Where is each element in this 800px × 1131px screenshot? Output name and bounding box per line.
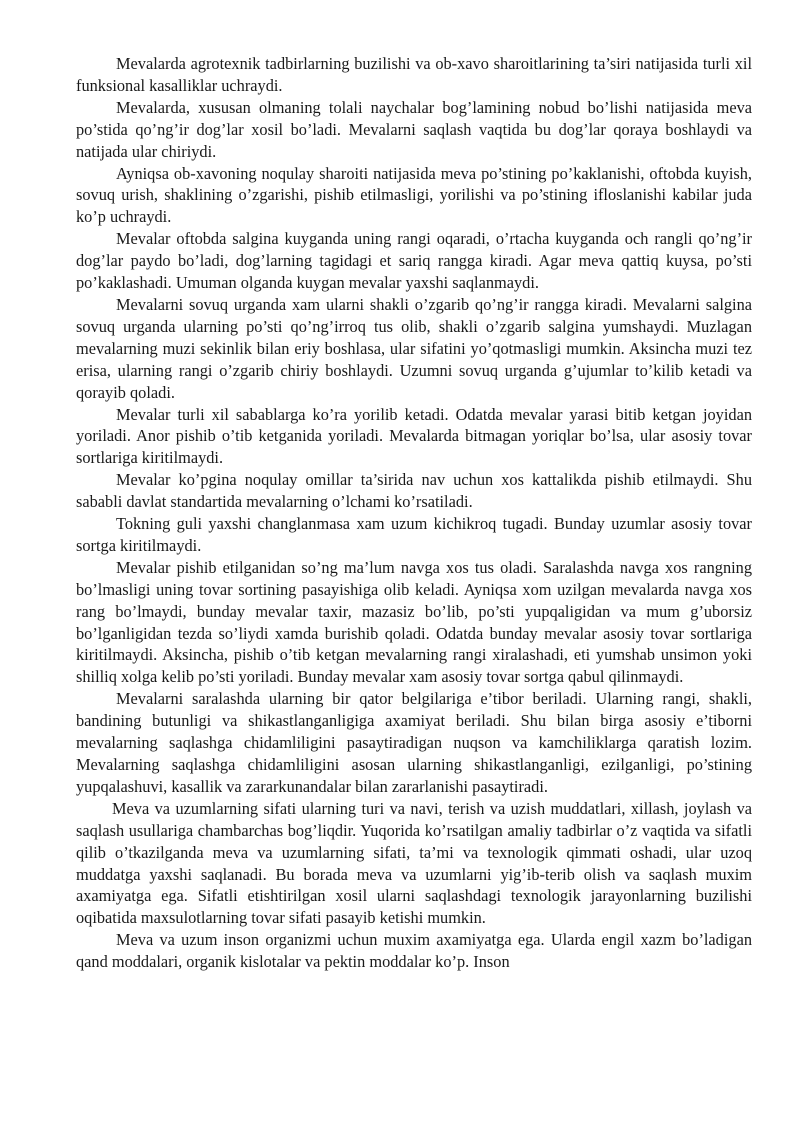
paragraph-quality-factors: Meva va uzumlarning sifati ularning turi va navi, terish va uzish muddatlari, xillash, joylash va saqlash usullariga chambarchas bog’liqdir. Yuqorida ko’rsatilgan amaliy tadbirlar o’z vaqtida va sifatli qilib o’tkazilganda meva va uzumlarning sifati, ta’mi va texnologik qimmati oshadi, ular uzoq muddatga yaxshi saqlanadi. Bu borada meva va uzumlarni yig’ib-terib olish va saqlash muxim axamiyatga ega. Sifatli etishtirilgan xosil ularni saqlashdagi texnologik jarayonlarning buzilishi oqibatida maxsulotlarning tovar sifati pasayib ketishi mumkin. [76, 798, 752, 928]
paragraph-frost-damage: Mevalarni sovuq urganda xam ularni shakli o’zgarib qo’ng’ir rangga kiradi. Mevalarni salgina sovuq urganda ularning po’sti qo’ng’irroq tus olib, shakli o’zgarib salgina yumshaydi. Muzlagan mevalarning muzi sekinlik bilan eriy boshlasa, ular sifatini yo’qotmasligi mumkin. Aksincha muzi tez erisa, ularning rangi o’zgarib chiriy boshlaydi. Uzumni sovuq urganda g’ujumlar to’kilib ketadi va qorayib qoladi. [76, 294, 752, 402]
document-page [76, 53, 752, 973]
paragraph-sorting: Mevalarni saralashda ularning bir qator belgilariga e’tibor beriladi. Ularning rangi, shakli, bandining butunligi va shikastlanganligiga axamiyat beriladi. Shu bilan birga asosiy e’tiborni mevalarning saqlashga chidamliligini pasaytiradigan nuqson va kamchiliklarga qaratish lozim. Mevalarning saqlashga chidamliligini asosan ularning shikastlanganligi, ezilganligi, po’stining yupqalashuvi, kasallik va zararkunandalar bilan zararlanishi pasaytiradi. [76, 689, 752, 796]
paragraph-nutrition: Meva va uzum inson organizmi uchun muxim axamiyatga ega. Ularda engil xazm bo’ladigan qand moddalari, organik kislotalar va pektin moddalar ko’p. Inson [76, 930, 752, 972]
paragraph-grape-pollination: Tokning guli yaxshi changlanmasa xam uzum kichikroq tugadi. Bunday uzumlar asosiy tovar sortga kiritilmaydi. [76, 514, 752, 555]
paragraph-size-standard: Mevalar ko’pgina noqulay omillar ta’sirida nav uchun xos kattalikda pishib etilmaydi. Shu sababli davlat standartida mevalarning o’lchami ko’rsatiladi. [76, 470, 752, 512]
paragraph-weather-defects: Ayniqsa ob-xavoning noqulay sharoiti natijasida meva po’stining po’kaklanishi, oftobda kuyish, sovuq urish, shaklining o’zgarishi, pishib etilmasligi, yorilishi va po’stining ifloslanishi kabilar juda ko’p uchraydi. [76, 163, 752, 227]
paragraph-ripening-color: Mevalar pishib etilganidan so’ng ma’lum navga xos tus oladi. Saralashda navga xos rangning bo’lmasligi uning tovar sortining pasayishiga olib keladi. Ayniqsa xom uzilgan mevalarda navga xos rang bo’lmaydi, bunday mevalar taxir, mazasiz bo’lib, po’sti yupqaligidan va mum g’uborsiz bo’lganligidan tezda so’liydi xamda burishib qoladi. Odatda bunday mevalar asosiy tovar sortlariga kiritilmaydi. Aksincha, pishib o’tib ketgan mevalarning rangi xiralashadi, eti yumshab unsimon yoki shilliq xolga kelib po’sti yoriladi. Bunday mevalar xam asosiy tovar sortga qabul qilinmaydi. [76, 557, 752, 687]
paragraph-sunburn: Mevalar oftobda salgina kuyganda uning rangi oqaradi, o’rtacha kuyganda och rangli qo’ng’ir dog’lar paydo bo’ladi, dog’larning tagidagi et sariq rangga kiradi. Agar meva qattiq kuysa, po’sti po’kaklashadi. Umuman olganda kuygan mevalar yaxshi saqlanmaydi. [76, 229, 752, 293]
paragraph-brown-spots: Mevalarda, xususan olmaning tolali naychalar bog’lamining nobud bo’lishi natijasida meva po’stida qo’ng’ir dog’lar xosil bo’ladi. Mevalarni saqlash vaqtida bu dog’lar qoraya boshlaydi va natijada ular chiriydi. [76, 97, 752, 161]
paragraph-cracking: Mevalar turli xil sabablarga ko’ra yorilib ketadi. Odatda mevalar yarasi bitib ketgan joyidan yoriladi. Anor pishib o’tib ketganida yoriladi. Mevalarda bitmagan yoriqlar bo’lsa, ular asosiy tovar sortlariga kiritilmaydi. [76, 404, 752, 468]
paragraph-functional-diseases: Mevalarda agrotexnik tadbirlarning buzilishi va ob-xavo sharoitlarining ta’siri natijasida turli xil funksional kasalliklar uchraydi. [76, 54, 752, 95]
